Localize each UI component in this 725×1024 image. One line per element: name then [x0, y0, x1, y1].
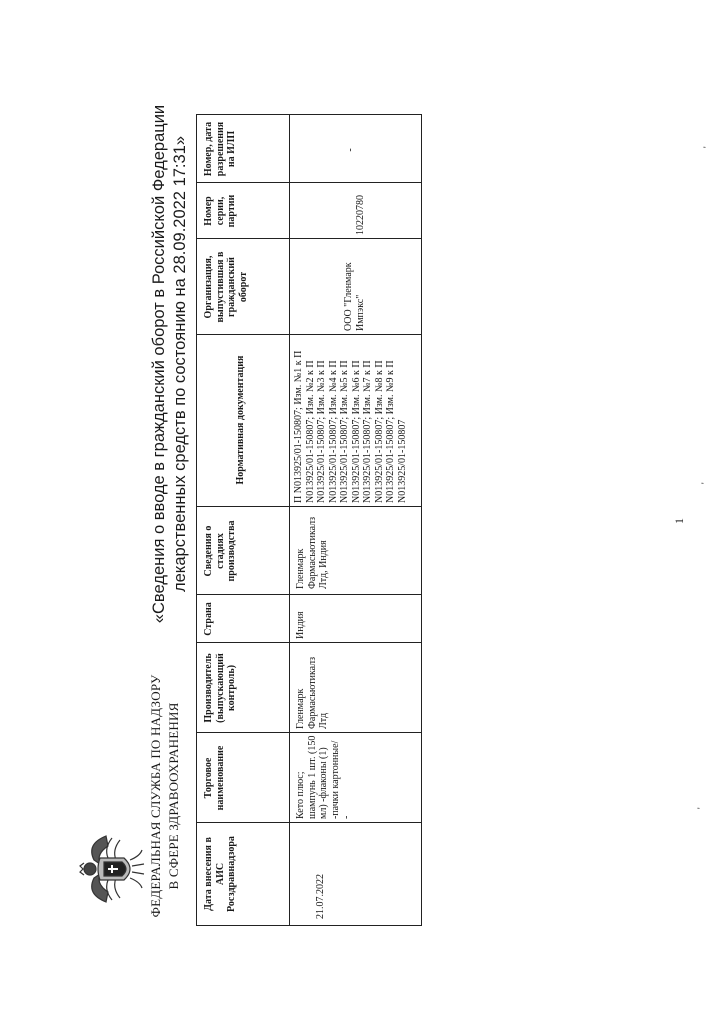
- cell-manufacturer: Гленмарк Фармасьютикалз Лтд: [295, 656, 329, 729]
- scan-mark: ': [700, 482, 710, 484]
- normative-doc-line: N013925/01-150807; Изм. №4 к П: [327, 360, 339, 503]
- cell-country: Индия: [295, 611, 306, 639]
- document-title-line1: «Сведения о вводе в гражданский оборот в Российской Федерации: [150, 104, 168, 624]
- normative-doc-line: N013925/01-150807: [396, 419, 408, 503]
- normative-doc-line: N013925/01-150807; Изм. №7 к П: [362, 360, 373, 503]
- cell-normative-docs: [293, 335, 408, 503]
- cell-organization: ООО "Гленмарк Импэкс": [343, 262, 366, 331]
- column-header-date: Дата внесения в АИС Росздравнадзора: [203, 836, 237, 912]
- cell-permit: -: [345, 148, 356, 152]
- registry-table: [196, 114, 422, 926]
- cell-series-number: 10220780: [355, 195, 366, 235]
- cell-production-stages: Гленмарк Фармасьютикалз Лтд, Индия: [295, 516, 329, 589]
- page-number: 1: [672, 518, 686, 524]
- column-header-permit: Номер, дата разрешения на ИЛП: [203, 121, 237, 177]
- column-header-production-stages-alt: Сведения о стадиях производства: [203, 520, 237, 582]
- eagle-emblem-icon: [78, 830, 148, 908]
- column-header-normative-docs: Нормативная документация: [235, 355, 246, 485]
- normative-doc-line: N013925/01-150807; Изм. №2 к П: [304, 360, 316, 503]
- column-header-trade-name: Торговое наименование: [203, 745, 226, 811]
- agency-name-line2: В СФЕРЕ ЗДРАВООХРАНЕНИЯ: [166, 702, 181, 890]
- document-title-line2: лекарственных средств по состоянию на 28.09.2022 17:31»: [171, 135, 189, 593]
- normative-doc-line: N013925/01-150807; Изм. №9 к П: [385, 360, 396, 503]
- column-header-manufacturer: Производитель (выпускающий контроль): [203, 653, 237, 723]
- scan-mark: ': [702, 146, 712, 148]
- normative-doc-line: N013925/01-150807; Изм. №6 к П: [350, 360, 362, 503]
- cell-date: 21.07.2022: [315, 874, 326, 919]
- column-header-organization: Организация, выпустившая в гражданский оборот: [203, 251, 249, 323]
- column-header-country: Страна: [203, 602, 214, 636]
- normative-doc-line: П N013925/01-150807; Изм. №1 к П: [293, 350, 304, 503]
- cell-trade-name: Кето плюс; шампунь 1 шт. (150 мл) -флаконы (1) -пачки картонные/ -: [295, 735, 352, 819]
- normative-doc-line: N013925/01-150807; Изм. №5 к П: [339, 360, 350, 503]
- agency-name-line1: ФЕДЕРАЛЬНАЯ СЛУЖБА ПО НАДЗОРУ: [148, 674, 163, 918]
- scan-mark: ': [696, 807, 706, 809]
- normative-doc-line: N013925/01-150807; Изм. №8 к П: [373, 360, 385, 503]
- column-header-series: Номер серии, партии: [203, 194, 237, 228]
- normative-doc-line: N013925/01-150807; Изм. №3 к П: [316, 360, 327, 503]
